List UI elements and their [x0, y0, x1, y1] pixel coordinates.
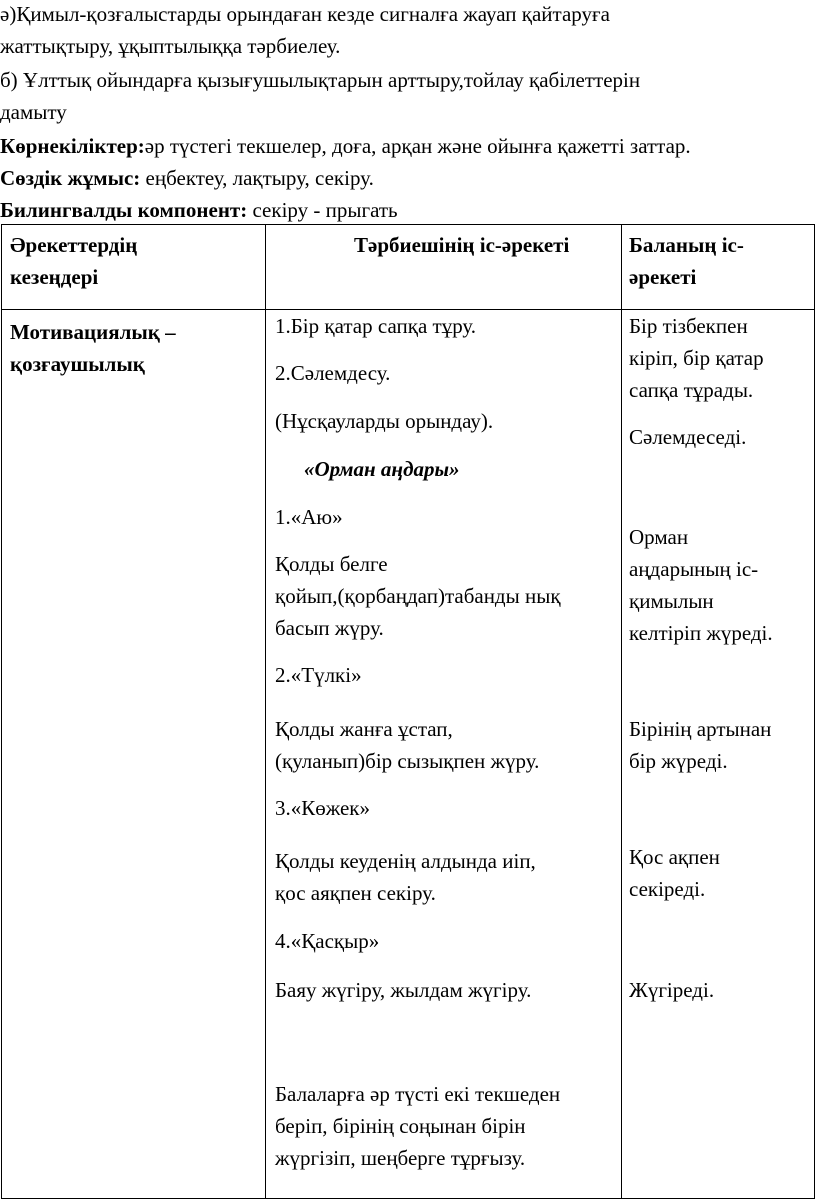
header-child-line-2: әрекеті: [629, 265, 697, 289]
stage-cell: [2, 310, 266, 1199]
header-child-cell: [622, 225, 815, 310]
animal-1-desc-1: Қолды белге: [275, 552, 388, 576]
child-response-3-line-3: қимылын: [629, 589, 714, 613]
child-response-5-line-1: Қос ақпен: [629, 845, 720, 869]
animal-2-desc-1: Қолды жанға ұстап,: [275, 717, 453, 741]
child-response-3-line-1: Орман: [629, 525, 689, 549]
animal-2-desc-2: (қуланып)бір сызықпен жүру.: [275, 749, 540, 773]
animal-2-title: 2.«Түлкі»: [275, 663, 362, 687]
teacher-step-2: 2.Сәлемдесу.: [275, 361, 391, 385]
child-response-4-line-1: Бірінің артынан: [629, 717, 772, 741]
visual-aids-line: [0, 134, 691, 159]
game-title: «Орман аңдары»: [304, 457, 460, 481]
child-response-1-line-3: сапқа тұрады.: [629, 378, 754, 402]
teacher-activity-cell: [266, 310, 622, 1199]
child-response-1-line-2: кіріп, бір қатар: [629, 346, 764, 370]
final-instruction-3: жүргізіп, шеңберге тұрғызу.: [275, 1146, 526, 1170]
vocabulary-label: Сөздік жұмыс:: [0, 166, 141, 190]
child-response-2: Сәлемдеседі.: [629, 425, 747, 449]
visual-aids-text: әр түстегі текшелер, доға, арқан және ойынға қажетті заттар.: [144, 134, 691, 158]
final-instruction-2: беріп, бірінің соңынан бірін: [275, 1114, 526, 1138]
header-teacher: Тәрбиешінің іс-әрекеті: [354, 233, 570, 257]
bilingual-line: [0, 198, 398, 223]
teacher-step-1: 1.Бір қатар сапқа тұру.: [275, 314, 477, 338]
vocabulary-text: еңбектеу, лақтыру, секіру.: [140, 166, 374, 190]
header-stages-line-2: кезеңдері: [10, 265, 99, 289]
child-response-3-line-4: келтіріп жүреді.: [629, 621, 773, 645]
objective-line-1: ә)Қимыл-қозғалыстарды орындаған кезде сигналға жауап қайтаруға: [0, 2, 610, 26]
bilingual-text: секіру - прыгать: [247, 198, 398, 222]
lesson-plan-table: [1, 224, 815, 1199]
animal-3-desc-1: Қолды кеуденің алдында иіп,: [275, 849, 536, 873]
child-response-3-line-2: аңдарының іс-: [629, 557, 759, 581]
teacher-step-3: (Нұсқауларды орындау).: [275, 409, 494, 433]
visual-aids-label: Көрнекіліктер:: [0, 134, 145, 158]
animal-1-title: 1.«Аю»: [275, 505, 343, 529]
header-child-line-1: Баланың іс-: [629, 233, 744, 257]
child-response-6: Жүгіреді.: [629, 978, 715, 1002]
table-row: [2, 310, 815, 1199]
bilingual-label: Билингвалды компонент:: [0, 198, 248, 222]
child-response-5-line-2: секіреді.: [629, 877, 706, 901]
child-response-1-line-1: Бір тізбекпен: [629, 314, 748, 338]
animal-1-desc-2: қойып,(қорбаңдап)табанды нық: [275, 584, 561, 608]
animal-3-title: 3.«Көжек»: [275, 796, 371, 820]
animal-4-title: 4.«Қасқыр»: [275, 929, 380, 953]
header-stages-cell: [2, 225, 266, 310]
table-header-row: [2, 225, 815, 310]
child-activity-cell: [622, 310, 815, 1199]
animal-3-desc-2: қос аяқпен секіру.: [275, 881, 436, 905]
objective-line-4: дамыту: [0, 100, 67, 124]
final-instruction-1: Балаларға әр түсті екі текшеден: [275, 1082, 561, 1106]
header-stages-line-1: Әрекеттердің: [10, 233, 138, 257]
animal-1-desc-3: басып жүру.: [275, 616, 384, 640]
child-response-4-line-2: бір жүреді.: [629, 749, 728, 773]
vocabulary-line: [0, 166, 374, 191]
animal-4-desc-1: Баяу жүгіру, жылдам жүгіру.: [275, 978, 532, 1002]
stage-line-2: қозғаушылық: [10, 352, 145, 376]
objective-line-3: б) Ұлттық ойындарға қызығушылықтарын арттыру,тойлау қабілеттерін: [0, 68, 641, 92]
objective-line-2: жаттықтыру, ұқыптылыққа тәрбиелеу.: [0, 34, 341, 58]
header-teacher-cell: [266, 225, 622, 310]
stage-line-1: Мотивациялық –: [10, 320, 176, 344]
